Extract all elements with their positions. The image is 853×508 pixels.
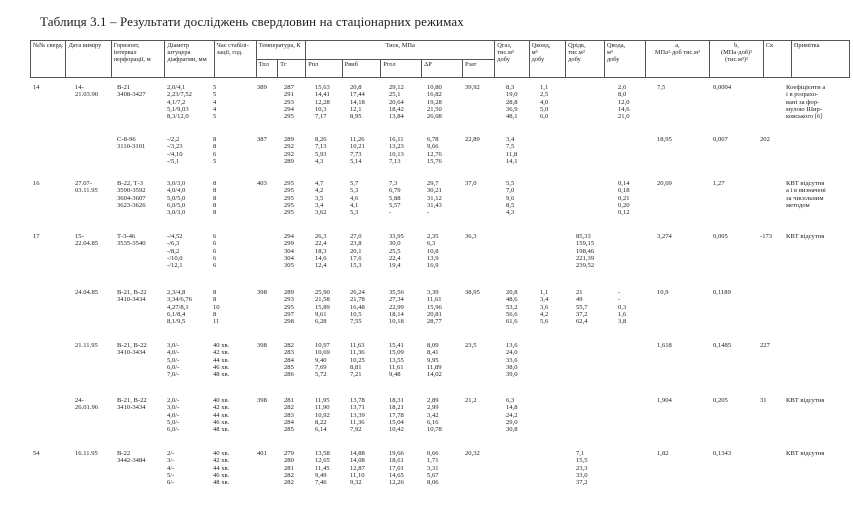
- cell-t-g: 295 295 295 295 295: [284, 180, 294, 217]
- cell-t-g: 289 293 295 297 298: [284, 289, 294, 326]
- q-gas-bot: добу: [497, 56, 510, 63]
- cell-p-pl: 13,58 12,65 11,45 9,49 7,46: [315, 450, 330, 487]
- cell-dp: 2,89 2,99 3,42 6,16 10,78: [427, 397, 442, 434]
- cell-t-g: 279 280 281 282 282: [284, 450, 294, 487]
- cell-t-g: 287 291 293 294 295: [284, 84, 294, 121]
- cell-date: 21.11.95: [75, 342, 98, 349]
- cell-p-vib: 13,78 13,71 13,39 11,36 7,92: [350, 397, 365, 434]
- cell-note: КВТ відсутня: [786, 397, 825, 404]
- cell-dp: 3,39 11,61 15,96 20,81 28,77: [427, 289, 442, 326]
- cell-diameter: 3,0/3,0 4,0/4,0 5,0/5,0 6,0/5,0 3,0/3,0: [167, 180, 186, 217]
- cell-p-gol: 29,12 25,1 20,64 18,42 13,84: [389, 84, 404, 121]
- cell-t-g: 294 299 304 304 305: [284, 233, 294, 270]
- cell-p-vib: 26,24 21,78 16,48 10,5 7,55: [350, 289, 365, 326]
- col-header-diameter: Діаметр штуцера діафрагми, мм: [165, 41, 214, 78]
- cell-b: 0,005: [713, 233, 728, 240]
- cell-q-gas: 8,3 19,0 28,8 36,9 48,1: [506, 84, 518, 121]
- q-cond-bot: добу: [531, 56, 545, 63]
- cell-note: КВТ відсутня: [786, 233, 825, 240]
- cell-p-gol: 35,56 27,34 22,99 18,14 10,18: [389, 289, 404, 326]
- table-title: Таблиця 3.1 – Результати досліджень свердловин на стаціонарних режимах: [40, 14, 464, 29]
- col-header-q-liquid: [566, 41, 605, 78]
- cell-p-zat: 39,92: [465, 84, 480, 91]
- cell-note: КВТ відсутня: [786, 450, 825, 457]
- cell-p-vib: 11,63 11,36 10,25 8,81 7,21: [350, 342, 365, 379]
- cell-time: 40 хв. 42 хв. 44 хв. 46 хв. 48 хв.: [213, 342, 230, 379]
- cell-horizon: С-8-96 3110-3101: [117, 136, 146, 151]
- cell-ck: 227: [760, 342, 770, 349]
- q-cond-top: Qконд,: [531, 42, 551, 49]
- cell-note: Коефіцієнти а і в розрахо- вані за фор- мулою Шир- ковського [6]: [786, 84, 826, 121]
- cell-p-vib: 27,0 23,8 20,1 17,6 15,3: [350, 233, 362, 270]
- cell-ck: -173: [760, 233, 773, 240]
- col-header-pressure: Тиск, МПа: [306, 41, 495, 60]
- cell-horizon: В-21 3408-3427: [117, 84, 146, 99]
- cell-ck: 202: [760, 136, 770, 143]
- cell-a: 1,904: [657, 397, 672, 404]
- cell-diameter: -/2,2 -/3,23 -/4,10 -/5,1: [167, 136, 183, 165]
- cell-t-g: 289 292 292 289: [284, 136, 294, 165]
- cell-t-g: 281 282 283 284 285: [284, 397, 294, 434]
- cell-dp: 0,66 1,71 3,31 5,67 8,06: [427, 450, 439, 487]
- cell-time: 8 8 6 5: [213, 136, 217, 165]
- cell-p-pl: 10,97 10,69 9,40 7,69 5,72: [315, 342, 330, 379]
- cell-time: 5 5 4 4 5: [213, 84, 217, 121]
- cell-q-water: 2,6 8,0 12,0 14,6 21,0: [618, 84, 630, 121]
- cell-date: 24- 26.01.96: [75, 397, 99, 412]
- cell-time: 6 6 6 6 6: [213, 233, 217, 270]
- cell-date: 27.07- 03.11.95: [75, 180, 98, 195]
- cell-diameter: 3,0/- 4,0/- 5,0/- 6,0/- 7,0/-: [167, 342, 180, 379]
- cell-q-water: 0,14 0,18 0,21 0,20 0,12: [618, 180, 630, 217]
- cell-diameter: 2,0/4,1 2,23/7,52 4,1/7,2 5,1/9,03 8,3/12,0: [167, 84, 192, 121]
- col-header-horizon: Горизонт, інтервал перфорації, м: [111, 41, 165, 78]
- cell-q-liquid: 21 49 55,7 37,2 62,4: [576, 289, 588, 326]
- cell-a: 3,274: [657, 233, 672, 240]
- cell-time: 40 хв. 42 хв. 44 хв. 46 хв. 48 хв.: [213, 397, 230, 434]
- cell-time: 8 8 8 8 8: [213, 180, 217, 217]
- cell-p-vib: 11,26 10,21 7,73 5,14: [350, 136, 365, 165]
- cell-b: 0,0004: [713, 84, 732, 91]
- col-header-t-bot: Тг: [278, 59, 306, 78]
- cell-p-gol: 19,66 18,61 17,01 14,65 12,26: [389, 450, 404, 487]
- cell-date: 15- 22.04.85: [75, 233, 99, 248]
- cell-q-liquid: 7,1 15,5 23,3 33,0 37,2: [576, 450, 588, 487]
- cell-p-gol: 15,41 15,09 13,55 11,61 9,48: [389, 342, 404, 379]
- col-header-temperature: Температура, К: [256, 41, 305, 60]
- cell-dp: 10,80 16,82 19,28 21,50 26,08: [427, 84, 442, 121]
- q-liquid-top: Qрідк,: [568, 42, 586, 49]
- cell-a: 10,9: [657, 289, 669, 296]
- cell-b: 0,1343: [713, 450, 732, 457]
- cell-a: 20,69: [657, 180, 672, 187]
- cell-horizon: В-22, Т-3 3590-3592 3604-3607 3623-3626: [117, 180, 146, 209]
- cell-ck: 31: [760, 397, 767, 404]
- cell-p-gol: 18,31 18,21 17,78 15,04 10,42: [389, 397, 404, 434]
- b-bot: (МПа·доб)² (тис.м³)²: [720, 49, 753, 63]
- q-gas-top: Qгаз,: [497, 42, 512, 49]
- cell-date: 16.11.95: [75, 450, 98, 457]
- cell-horizon: В-21, В-22 3410-3434: [117, 342, 147, 357]
- cell-p-zat: 37,0: [465, 180, 477, 187]
- cell-horizon: В-22 3442-3484: [117, 450, 146, 465]
- q-gas-mid: тис.м³: [497, 49, 514, 56]
- well-number: 14: [33, 84, 40, 91]
- cell-horizon: В-21, В-22 3410-3434: [117, 397, 147, 412]
- cell-diameter: -/4,52 -/6,3 -/8,2 -/10,0 -/12,1: [167, 233, 183, 270]
- cell-p-zat: 23,5: [465, 342, 477, 349]
- well-number: 17: [33, 233, 40, 240]
- b-top: b,: [734, 42, 739, 49]
- well-number: 16: [33, 180, 40, 187]
- cell-diameter: 2,0/- 3,0/- 4,0/- 5,0/- 6,0/-: [167, 397, 180, 434]
- cell-q-cond: 1,1 2,5 4,0 5,0 6,0: [540, 84, 549, 121]
- cell-p-gol: 33,95 30,0 25,5 22,4 19,4: [389, 233, 404, 270]
- col-header-p-vib: Рвиб: [342, 59, 381, 78]
- cell-a: 1,618: [657, 342, 672, 349]
- col-header-q-water: [604, 41, 645, 78]
- cell-diameter: 2,3/4,8 3,34/6,76 4,27/8,1 6,1/8,4 8,1/9,5: [167, 289, 192, 326]
- cell-a: 7,5: [657, 84, 666, 91]
- cell-t-g: 282 283 284 285 286: [284, 342, 294, 379]
- cell-t-pl: 403: [257, 180, 267, 187]
- cell-q-water: - - 0,3 1,6 3,8: [618, 289, 627, 326]
- cell-q-liquid: 85,33 159,15 198,46 221,39 239,52: [576, 233, 595, 270]
- cell-dp: 2,35 6,3 10,8 13,9 16,9: [427, 233, 439, 270]
- cell-t-pl: 389: [257, 84, 267, 91]
- cell-p-pl: 26,3 22,4 18,3 14,6 12,4: [315, 233, 327, 270]
- col-header-p-pl: Рпл: [306, 59, 343, 78]
- q-liquid-mid: тис.м³: [568, 49, 585, 56]
- cell-q-gas: 5,5 7,0 9,6 8,5 4,3: [506, 180, 515, 217]
- cell-p-pl: 8,26 7,13 5,93 4,3: [315, 136, 327, 165]
- q-cond-mid: м³: [531, 49, 538, 56]
- col-header-date: Дата виміру: [66, 41, 111, 78]
- col-header-well: №№ сверд.: [31, 41, 66, 78]
- cell-t-pl: 401: [257, 450, 267, 457]
- col-header-ck: Ск: [763, 41, 791, 78]
- cell-q-gas: 6,3 14,8 24,2 29,0 30,8: [506, 397, 518, 434]
- cell-b: 0,1189: [713, 289, 731, 296]
- cell-p-pl: 11,95 11,90 10,92 8,22 6,14: [315, 397, 330, 434]
- cell-q-cond: 1,1 3,4 3,6 4,2 5,6: [540, 289, 549, 326]
- cell-note: КВТ відсутня а і в визначені за чисельним методом: [786, 180, 826, 209]
- col-header-time: Час стабілі-зації, год.: [214, 41, 256, 78]
- cell-p-zat: 38,95: [465, 289, 480, 296]
- col-header-note: Примітка: [791, 41, 849, 78]
- cell-p-gol: 7,3 6,79 5,88 5,57 -: [389, 180, 401, 217]
- cell-p-pl: 25,90 21,58 15,89 9,61 6,28: [315, 289, 330, 326]
- q-water-top: Qвода,: [606, 42, 626, 49]
- cell-p-vib: 14,88 14,08 12,87 11,10 9,32: [350, 450, 365, 487]
- cell-a: 1,82: [657, 450, 669, 457]
- cell-p-vib: 5,7 5,3 4,6 4,1 5,3: [350, 180, 359, 217]
- q-liquid-bot: добу: [568, 56, 581, 63]
- col-header-q-cond: [529, 41, 566, 78]
- well-number: 54: [33, 450, 40, 457]
- cell-date: 14- 21.03.90: [75, 84, 99, 99]
- cell-horizon: Т-3-46 3535-3540: [117, 233, 146, 248]
- cell-p-zat: 21,2: [465, 397, 477, 404]
- col-header-q-gas: [495, 41, 529, 78]
- cell-b: 0,007: [713, 136, 728, 143]
- cell-dp: 6,78 9,66 12,76 15,76: [427, 136, 442, 165]
- cell-p-pl: 4,7 4,2 3,5 3,4 3,62: [315, 180, 327, 217]
- q-water-mid: м³: [606, 49, 613, 56]
- cell-t-pl: 398: [257, 342, 267, 349]
- cell-diameter: 2/- 3/- 4/- 5/- 6/-: [167, 450, 175, 487]
- cell-b: 0,205: [713, 397, 728, 404]
- col-header-p-zat: Рзат: [462, 59, 494, 78]
- table-header: [30, 40, 850, 78]
- cell-b: 1,27: [713, 180, 725, 187]
- col-header-dp: ΔР: [422, 59, 463, 78]
- cell-date: 24.04.85: [75, 289, 99, 296]
- cell-t-pl: 387: [257, 136, 267, 143]
- col-header-t-top: Тпл: [256, 59, 277, 78]
- a-top: a,: [675, 42, 680, 49]
- cell-p-zat: 20,32: [465, 450, 480, 457]
- col-header-p-gol: Ргол: [381, 59, 422, 78]
- cell-b: 0,1485: [713, 342, 732, 349]
- q-water-bot: добу: [606, 56, 620, 63]
- cell-dp: 8,09 8,41 9,95 11,89 14,02: [427, 342, 442, 379]
- cell-time: 40 хв. 42 хв. 44 хв. 46 хв. 48 хв.: [213, 450, 230, 487]
- cell-q-gas: 3,4 7,5 11,8 14,1: [506, 136, 518, 165]
- cell-p-vib: 20,8 17,44 14,18 12,1 8,95: [350, 84, 365, 121]
- cell-time: 8 8 10 8 11: [213, 289, 220, 326]
- cell-q-gas: 13,6 24,0 33,6 38,0 39,0: [506, 342, 518, 379]
- cell-p-gol: 16,11 13,23 10,13 7,13: [389, 136, 404, 165]
- a-bot: МПа²·доб тис.м³: [654, 49, 700, 56]
- cell-t-pl: 398: [257, 289, 267, 296]
- cell-p-zat: 22,89: [465, 136, 480, 143]
- cell-p-zat: 36,3: [465, 233, 477, 240]
- cell-q-gas: 20,8 48,6 53,2 56,6 61,6: [506, 289, 518, 326]
- cell-horizon: В-21, В-22 3410-3434: [117, 289, 147, 304]
- cell-dp: 29,7 30,21 31,12 31,43 -: [427, 180, 442, 217]
- cell-p-pl: 15,63 14,41 12,28 10,3 7,17: [315, 84, 330, 121]
- col-header-a: [645, 41, 709, 78]
- col-header-b: [710, 41, 764, 78]
- cell-t-pl: 398: [257, 397, 267, 404]
- cell-a: 18,95: [657, 136, 672, 143]
